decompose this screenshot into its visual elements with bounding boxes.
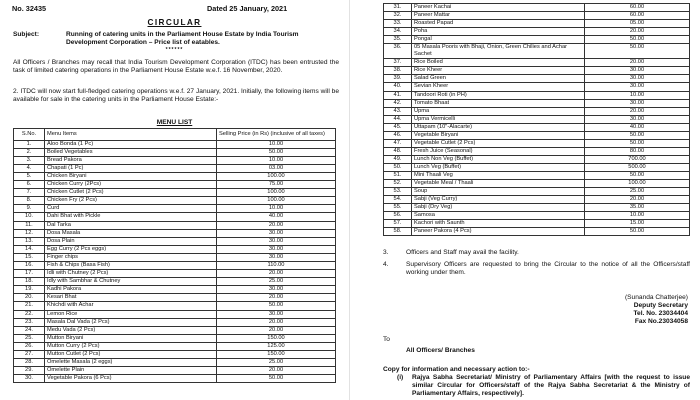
- table-row: [384, 204, 690, 212]
- page-left: [0, 0, 349, 400]
- menu-sn-cell: 26.: [14, 342, 45, 350]
- menu-price-cell: 30.00: [585, 75, 690, 83]
- table-row: [14, 270, 336, 278]
- menu-sn-cell: 21.: [14, 302, 45, 310]
- menu-price-cell: 50.00: [585, 228, 690, 236]
- menu-sn-cell: 15.: [14, 253, 45, 261]
- menu-price-cell: 10.00: [585, 212, 690, 220]
- menu-price-cell: 110.00: [217, 262, 336, 270]
- menu-item-cell: Mutton Curry (2 Pcs): [45, 342, 217, 350]
- menu-item-cell: Lunch Non Veg (Buffet): [412, 155, 585, 163]
- menu-price-cell: 25.00: [217, 359, 336, 367]
- menu-price-cell: 500.00: [585, 163, 690, 171]
- point-4-text: Supervisory Officers are requested to bring the Circular to the notice of all the Officers/staff working under them.: [406, 261, 690, 276]
- menu-sn-cell: 51.: [384, 171, 412, 179]
- menu-item-cell: Lunch Veg (Buffet): [412, 163, 585, 171]
- menu-price-cell: 15.00: [585, 220, 690, 228]
- menu-price-cell: 30.00: [585, 67, 690, 75]
- menu-price-cell: 80.00: [585, 147, 690, 155]
- menu-item-cell: Kachori with Saunth: [412, 220, 585, 228]
- menu-price-cell: 20.00: [217, 318, 336, 326]
- table-row: [384, 28, 690, 36]
- menu-price-cell: 25.00: [217, 278, 336, 286]
- menu-sn-cell: 35.: [384, 36, 412, 44]
- table-row: [384, 131, 690, 139]
- menu-body-right: [384, 4, 690, 236]
- menu-price-cell: 50.00: [217, 148, 336, 156]
- table-row: [384, 36, 690, 44]
- menu-sn-cell: 50.: [384, 163, 412, 171]
- menu-price-cell: 10.00: [217, 205, 336, 213]
- table-row: [384, 107, 690, 115]
- table-row: [14, 181, 336, 189]
- table-row: [14, 359, 336, 367]
- menu-list-title: MENU LIST: [156, 119, 193, 126]
- menu-price-cell: 20.00: [585, 59, 690, 67]
- menu-item-cell: Sevian Kheer: [412, 83, 585, 91]
- menu-price-cell: 60.00: [585, 4, 690, 12]
- signatory-designation: Deputy Secretary: [633, 302, 688, 309]
- table-row: [14, 351, 336, 359]
- menu-sn-cell: 37.: [384, 59, 412, 67]
- menu-price-cell: 150.00: [217, 334, 336, 342]
- menu-sn-cell: 3.: [14, 156, 45, 164]
- menu-sn-cell: 29.: [14, 367, 45, 375]
- header-item: Menu Items: [45, 129, 217, 141]
- menu-price-cell: 30.00: [585, 115, 690, 123]
- menu-sn-cell: 56.: [384, 212, 412, 220]
- menu-item-cell: Fish & Chips (Basa Fish): [45, 262, 217, 270]
- paragraph-2: 2. ITDC will now start full-fledged catering operations w.e.f. 27 January, 2021. Initially, the following items will be available for sale in the catering units in the Parliament House Estate:-: [13, 88, 339, 103]
- table-row: [14, 318, 336, 326]
- table-row: [384, 59, 690, 67]
- menu-price-cell: 20.00: [585, 107, 690, 115]
- menu-price-cell: 150.00: [217, 351, 336, 359]
- menu-body-left: [14, 140, 336, 383]
- menu-sn-cell: 10.: [14, 213, 45, 221]
- point-3-text: Officers and Staff may avail the facility.: [406, 249, 519, 256]
- copy-item-number: (i): [397, 374, 404, 381]
- menu-sn-cell: 55.: [384, 204, 412, 212]
- menu-item-cell: Paneer Pakora (4 Pcs): [412, 228, 585, 236]
- menu-price-cell: 30.00: [585, 83, 690, 91]
- table-row: [384, 188, 690, 196]
- menu-sn-cell: 25.: [14, 334, 45, 342]
- table-row: [384, 155, 690, 163]
- table-row: [384, 180, 690, 188]
- menu-price-cell: 40.00: [585, 123, 690, 131]
- to-label: To: [383, 336, 390, 343]
- menu-item-cell: Rice Boiled: [412, 59, 585, 67]
- menu-price-cell: 100.00: [585, 180, 690, 188]
- subject-label: Subject:: [13, 31, 40, 38]
- menu-sn-cell: 57.: [384, 220, 412, 228]
- menu-sn-cell: 30.: [14, 375, 45, 383]
- point-3-number: 3.: [383, 249, 389, 256]
- menu-item-cell: Samosa: [412, 212, 585, 220]
- table-row: [14, 148, 336, 156]
- menu-sn-cell: 52.: [384, 180, 412, 188]
- circular-number: No. 32435: [12, 4, 47, 13]
- menu-price-cell: 50.00: [585, 131, 690, 139]
- menu-item-cell: Fresh Juice (Seasonal): [412, 147, 585, 155]
- table-row: [14, 197, 336, 205]
- menu-sn-cell: 45.: [384, 123, 412, 131]
- menu-sn-cell: 43.: [384, 107, 412, 115]
- table-row: [384, 75, 690, 83]
- table-row: [14, 213, 336, 221]
- menu-item-cell: Lemon Rice: [45, 310, 217, 318]
- menu-item-cell: Dosa Plain: [45, 237, 217, 245]
- table-row: [14, 221, 336, 229]
- menu-price-cell: 100.00: [217, 172, 336, 180]
- menu-sn-cell: 41.: [384, 91, 412, 99]
- table-row: [384, 212, 690, 220]
- menu-price-cell: 30.00: [217, 229, 336, 237]
- menu-price-cell: 700.00: [585, 155, 690, 163]
- table-row: [14, 140, 336, 148]
- table-row: [14, 237, 336, 245]
- menu-item-cell: Poha: [412, 28, 585, 36]
- menu-sn-cell: 48.: [384, 147, 412, 155]
- table-row: [14, 334, 336, 342]
- menu-price-cell: 50.00: [585, 171, 690, 179]
- signature-block: [625, 294, 688, 326]
- menu-item-cell: Pongal: [412, 36, 585, 44]
- menu-price-cell: 20.00: [217, 221, 336, 229]
- menu-price-cell: 100.00: [217, 189, 336, 197]
- copy-heading: Copy for information and necessary action to:-: [383, 366, 530, 373]
- menu-item-cell: Chicken Biryani: [45, 172, 217, 180]
- menu-item-cell: Dal Tarka: [45, 221, 217, 229]
- signatory-name: (Sunanda Chatterjee): [624, 294, 688, 301]
- menu-price-cell: 30.00: [217, 286, 336, 294]
- table-row: [14, 286, 336, 294]
- table-row: [384, 171, 690, 179]
- table-row: [384, 115, 690, 123]
- table-row: [14, 294, 336, 302]
- menu-price-cell: 05.00: [585, 20, 690, 28]
- table-row: [14, 189, 336, 197]
- table-row: [14, 253, 336, 261]
- menu-price-cell: 30.00: [585, 99, 690, 107]
- menu-price-cell: 125.00: [217, 342, 336, 350]
- menu-sn-cell: 2.: [14, 148, 45, 156]
- menu-sn-cell: 34.: [384, 28, 412, 36]
- menu-sn-cell: 27.: [14, 351, 45, 359]
- menu-item-cell: Paneer Kachai: [412, 4, 585, 12]
- menu-sn-cell: 1.: [14, 140, 45, 148]
- menu-item-cell: Tomato Bhaat: [412, 99, 585, 107]
- menu-item-cell: Soup: [412, 188, 585, 196]
- table-row: [14, 326, 336, 334]
- menu-sn-cell: 18.: [14, 278, 45, 286]
- menu-item-cell: Idly with Sambhar & Chutney: [45, 278, 217, 286]
- table-row: [14, 205, 336, 213]
- menu-item-cell: Finger chips: [45, 253, 217, 261]
- menu-sn-cell: 8.: [14, 197, 45, 205]
- menu-sn-cell: 42.: [384, 99, 412, 107]
- signatory-fax: Fax No.23034058: [634, 318, 688, 325]
- menu-price-cell: 20.00: [585, 28, 690, 36]
- menu-item-cell: Dosa Masala: [45, 229, 217, 237]
- menu-price-cell: 10.00: [585, 91, 690, 99]
- menu-item-cell: Masala Dal Vada (2 Pcs): [45, 318, 217, 326]
- circular-date: Dated 25 January, 2021: [207, 4, 288, 13]
- table-row: [14, 245, 336, 253]
- menu-price-cell: 30.00: [217, 245, 336, 253]
- menu-price-cell: 30.00: [217, 253, 336, 261]
- menu-sn-cell: 6.: [14, 181, 45, 189]
- menu-sn-cell: 13.: [14, 237, 45, 245]
- table-row: [14, 172, 336, 180]
- table-row: [14, 164, 336, 172]
- menu-sn-cell: 47.: [384, 139, 412, 147]
- copy-item-text: Rajya Sabha Secretariat/ Ministry of Parliamentary Affairs [with the request to issue similar Circular for Officers/staff of the Rajya Sabha Secretariat & the Ministry of Parliamentary Affairs, respectively].: [412, 374, 690, 397]
- menu-sn-cell: 28.: [14, 359, 45, 367]
- menu-sn-cell: 16.: [14, 262, 45, 270]
- menu-price-cell: 60.00: [585, 12, 690, 20]
- menu-item-cell: Medu Vada (2 Pcs): [45, 326, 217, 334]
- menu-item-cell: Paneer Mattar: [412, 12, 585, 20]
- menu-sn-cell: 24.: [14, 326, 45, 334]
- menu-price-cell: 20.00: [217, 270, 336, 278]
- menu-item-cell: Kadhi Pakora: [45, 286, 217, 294]
- menu-sn-cell: 20.: [14, 294, 45, 302]
- menu-sn-cell: 23.: [14, 318, 45, 326]
- page-right: [350, 0, 700, 400]
- table-row: [14, 375, 336, 383]
- paragraph-1: All Officers / Branches may recall that India Tourism Development Corporation (ITDC) has been entrusted the task of limited catering operations in the Parliament House Estate w.e.f. 16 November, 2020.: [13, 59, 339, 74]
- menu-price-cell: 25.00: [585, 188, 690, 196]
- menu-sn-cell: 22.: [14, 310, 45, 318]
- menu-item-cell: Vegetable Meal / Thaali: [412, 180, 585, 188]
- table-row: [14, 367, 336, 375]
- menu-sn-cell: 12.: [14, 229, 45, 237]
- table-row: [384, 12, 690, 20]
- menu-item-cell: Salad Green: [412, 75, 585, 83]
- table-row: [14, 156, 336, 164]
- table-row: [14, 262, 336, 270]
- menu-sn-cell: 53.: [384, 188, 412, 196]
- table-row: [384, 196, 690, 204]
- menu-price-cell: 20.00: [217, 294, 336, 302]
- menu-item-cell: Tandoori Roti (in PH): [412, 91, 585, 99]
- menu-price-cell: 10.00: [217, 140, 336, 148]
- menu-sn-cell: 17.: [14, 270, 45, 278]
- menu-item-cell: Omelette Plain: [45, 367, 217, 375]
- menu-item-cell: Chicken Cutlet (2 Pcs): [45, 189, 217, 197]
- menu-item-cell: Chicken Curry (2Pcs): [45, 181, 217, 189]
- menu-sn-cell: 44.: [384, 115, 412, 123]
- to-recipients: All Officers/ Branches: [406, 347, 475, 354]
- table-row: [14, 302, 336, 310]
- menu-table-right: [383, 3, 690, 236]
- menu-sn-cell: 40.: [384, 83, 412, 91]
- table-row: [384, 44, 690, 59]
- table-row: [384, 139, 690, 147]
- table-row: [384, 67, 690, 75]
- menu-item-cell: Khichdi with Achar: [45, 302, 217, 310]
- menu-item-cell: Vegetable Pakora (6 Pcs): [45, 375, 217, 383]
- menu-price-cell: 40.00: [217, 213, 336, 221]
- menu-item-cell: Roasted Papad: [412, 20, 585, 28]
- point-4-number: 4.: [383, 261, 389, 268]
- menu-item-cell: Mutton Cutlet (2 Pcs): [45, 351, 217, 359]
- menu-item-cell: Rice Kheer: [412, 67, 585, 75]
- menu-price-cell: 03.00: [217, 164, 336, 172]
- menu-item-cell: Upma: [412, 107, 585, 115]
- menu-item-cell: Dahi Bhat with Pickle: [45, 213, 217, 221]
- table-row: [384, 20, 690, 28]
- menu-item-cell: Bread Pakora: [45, 156, 217, 164]
- menu-header-row: [14, 129, 336, 141]
- table-row: [384, 147, 690, 155]
- menu-price-cell: 20.00: [585, 196, 690, 204]
- menu-price-cell: 10.00: [217, 156, 336, 164]
- table-row: [384, 228, 690, 236]
- menu-sn-cell: 49.: [384, 155, 412, 163]
- menu-item-cell: Vegetable Biryani: [412, 131, 585, 139]
- menu-sn-cell: 31.: [384, 4, 412, 12]
- header-sn: S.No.: [14, 129, 45, 141]
- table-row: [384, 123, 690, 131]
- menu-sn-cell: 38.: [384, 67, 412, 75]
- menu-price-cell: 30.00: [217, 310, 336, 318]
- menu-price-cell: 20.00: [217, 367, 336, 375]
- menu-item-cell: Kesari Bhat: [45, 294, 217, 302]
- menu-item-cell: Omelette Masala (2 eggs): [45, 359, 217, 367]
- menu-item-cell: Mini Thaali Veg: [412, 171, 585, 179]
- stars-separator: ******: [165, 47, 184, 53]
- menu-sn-cell: 14.: [14, 245, 45, 253]
- menu-sn-cell: 46.: [384, 131, 412, 139]
- menu-sn-cell: 32.: [384, 12, 412, 20]
- table-row: [384, 91, 690, 99]
- menu-item-cell: Curd: [45, 205, 217, 213]
- menu-item-cell: Chapati (1 Pc): [45, 164, 217, 172]
- menu-item-cell: Idli with Chutney (2 Pcs): [45, 270, 217, 278]
- menu-item-cell: Sabji (Dry Veg): [412, 204, 585, 212]
- menu-price-cell: 50.00: [217, 302, 336, 310]
- menu-price-cell: 100.00: [217, 197, 336, 205]
- table-row: [14, 278, 336, 286]
- menu-sn-cell: 54.: [384, 196, 412, 204]
- circular-title: CIRCULAR: [147, 18, 202, 27]
- menu-item-cell: 05 Masala Pooris with Bhaji, Onion, Green Chilies and Achar Sachet: [412, 44, 585, 59]
- table-row: [384, 4, 690, 12]
- menu-sn-cell: 4.: [14, 164, 45, 172]
- menu-item-cell: Aloo Bonda (1 Pc): [45, 140, 217, 148]
- menu-item-cell: Upma Vermicelli: [412, 115, 585, 123]
- menu-sn-cell: 5.: [14, 172, 45, 180]
- menu-sn-cell: 11.: [14, 221, 45, 229]
- menu-item-cell: Uttapam (10"-Alacarte): [412, 123, 585, 131]
- menu-price-cell: 50.00: [585, 36, 690, 44]
- header-price: Selling Price (in Rs) (inclusive of all taxes): [217, 129, 336, 141]
- menu-item-cell: Vegetable Cutlet (2 Pcs): [412, 139, 585, 147]
- menu-sn-cell: 19.: [14, 286, 45, 294]
- table-row: [384, 163, 690, 171]
- table-row: [14, 310, 336, 318]
- menu-item-cell: Mutton Biryani: [45, 334, 217, 342]
- menu-price-cell: 20.00: [217, 326, 336, 334]
- menu-item-cell: Egg Curry (2 Pcs eggs): [45, 245, 217, 253]
- subject-text: Running of catering units in the Parliament House Estate by India Tourism Development Corporation – Price list of eatables.: [66, 31, 299, 46]
- menu-sn-cell: 9.: [14, 205, 45, 213]
- menu-sn-cell: 58.: [384, 228, 412, 236]
- menu-price-cell: 75.00: [217, 181, 336, 189]
- table-row: [384, 220, 690, 228]
- menu-price-cell: 30.00: [217, 237, 336, 245]
- menu-item-cell: Boiled Vegetables: [45, 148, 217, 156]
- table-row: [14, 229, 336, 237]
- menu-price-cell: 50.00: [585, 44, 690, 59]
- menu-item-cell: Sabji (Veg Curry): [412, 196, 585, 204]
- signatory-tel: Tel. No. 23034404: [633, 310, 688, 317]
- menu-sn-cell: 39.: [384, 75, 412, 83]
- menu-item-cell: Chicken Fry (2 Pcs): [45, 197, 217, 205]
- menu-sn-cell: 36.: [384, 44, 412, 59]
- menu-table-left: [13, 128, 336, 383]
- table-row: [14, 342, 336, 350]
- menu-sn-cell: 33.: [384, 20, 412, 28]
- menu-price-cell: 50.00: [585, 139, 690, 147]
- menu-sn-cell: 7.: [14, 189, 45, 197]
- menu-price-cell: 50.00: [217, 375, 336, 383]
- menu-price-cell: 35.00: [585, 204, 690, 212]
- table-row: [384, 83, 690, 91]
- table-row: [384, 99, 690, 107]
